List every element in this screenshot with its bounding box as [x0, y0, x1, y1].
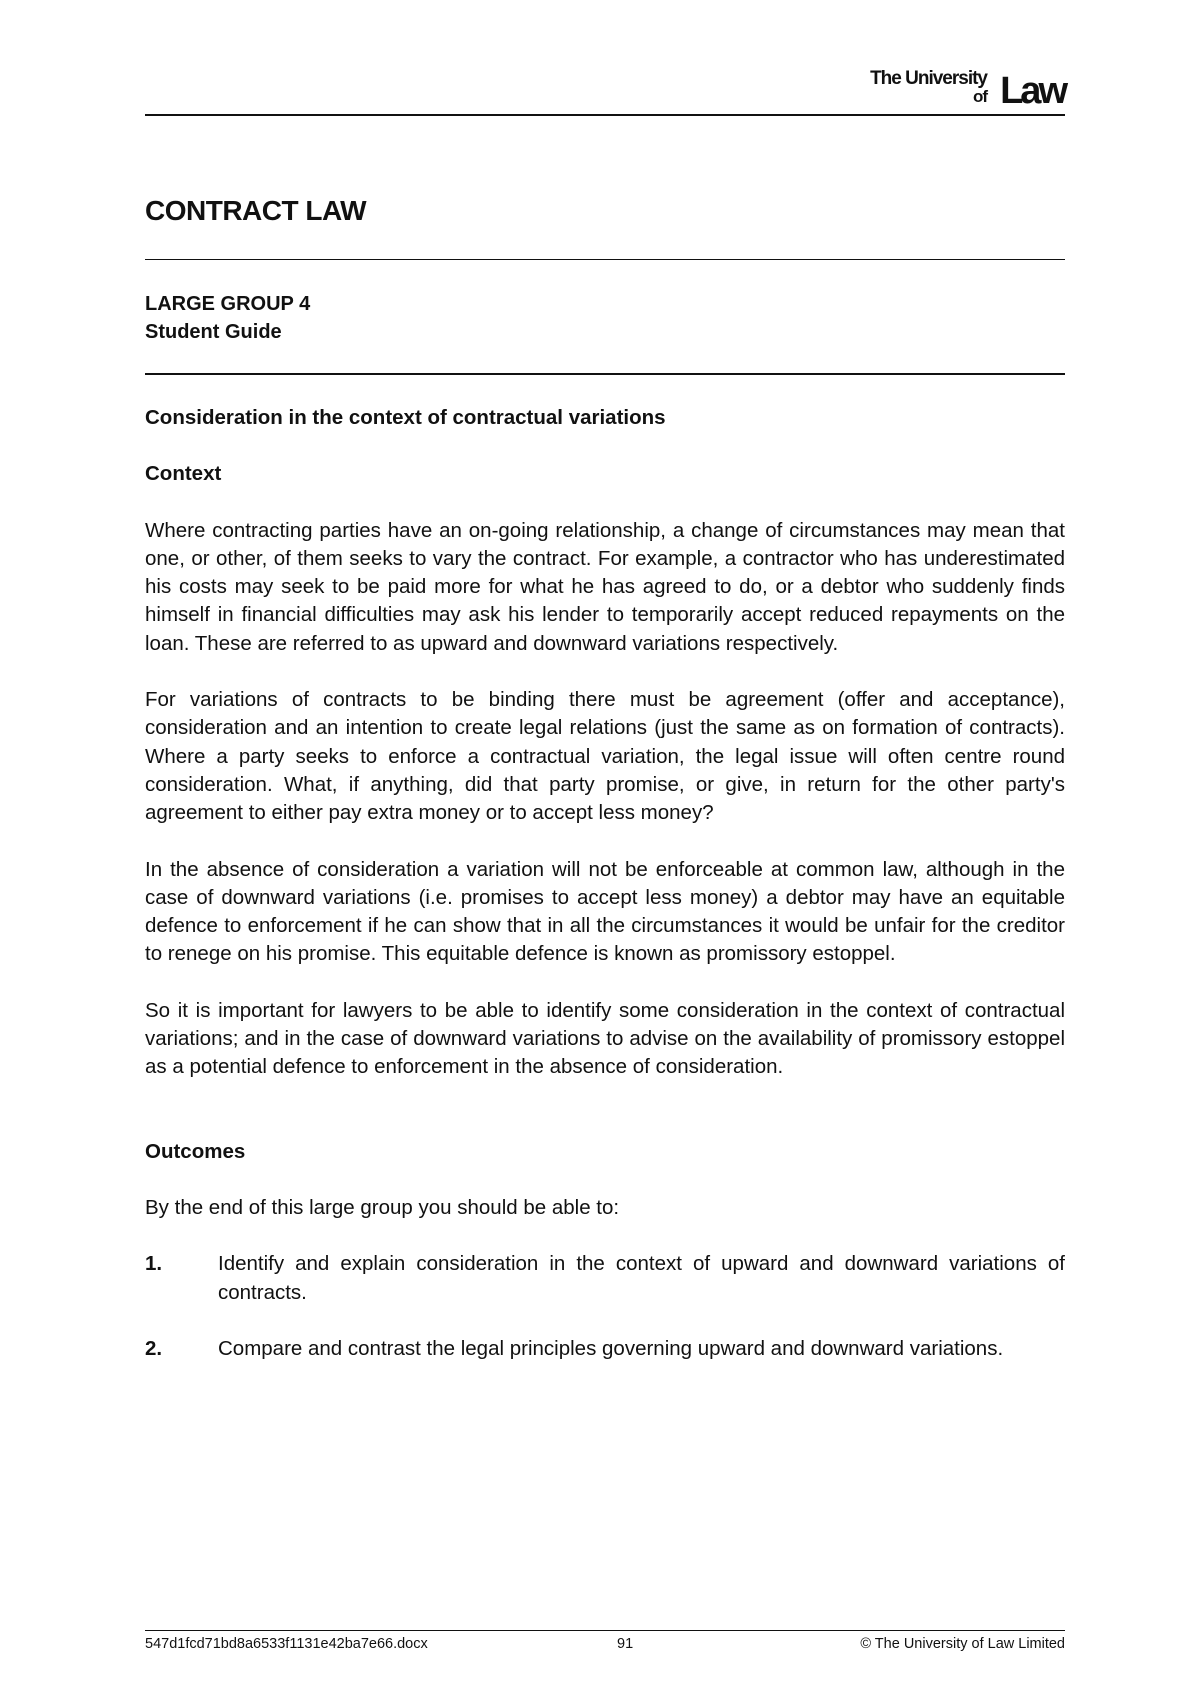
guide-label: Student Guide [145, 321, 282, 343]
context-paragraph-2: For variations of contracts to be binding there must be agreement (offer and acceptance), consideration and an intention to create legal relations (just the same as on formation of contracts). Where a party seeks to enforce a contractual variation, the legal issue will often centre round consideration. What, if anything, did that party promise, or give, in return for the other party's agreement to either pay extra money or to accept less money? [145, 688, 1065, 825]
outcome-text: Compare and contrast the legal principles governing upward and downward variations. [218, 1336, 1004, 1360]
logo-text-law: Law [1000, 70, 1065, 112]
outcomes-heading: Outcomes [145, 1139, 246, 1163]
outcome-item [145, 1335, 1065, 1363]
footer-copyright: © The University of Law Limited [860, 1636, 1065, 1652]
header-rule [145, 114, 1065, 116]
footer-filename: 547d1fcd71bd8a6533f1131e42ba7e66.docx [145, 1636, 428, 1652]
document-title: CONTRACT LAW [145, 195, 367, 226]
context-heading: Context [145, 462, 222, 486]
context-paragraph-3: In the absence of consideration a variation will not be enforceable at common law, although in the case of downward variations (i.e. promises to accept less money) a debtor may have an equitable defence to enforcement if he can show that in all the circumstances it would be unfair for the creditor to renege on his promise. This equitable defence is known as promissory estoppel. [145, 857, 1065, 966]
outcome-item [145, 1250, 1065, 1307]
footer-rule [145, 1630, 1065, 1631]
topic-heading: Consideration in the context of contractual variations [145, 406, 666, 429]
logo-text-of: of [972, 87, 987, 106]
outcome-text: Identify and explain consideration in the context of upward and downward variations of contracts. [218, 1252, 1065, 1304]
outcome-number: 2. [145, 1336, 163, 1360]
outcome-number: 1. [145, 1252, 163, 1276]
session-info [145, 290, 310, 346]
section-rule [145, 373, 1065, 375]
university-logo [845, 68, 1065, 110]
outcomes-intro: By the end of this large group you should be able to: [145, 1195, 620, 1219]
document-body [145, 404, 1065, 1391]
context-paragraph-4: So it is important for lawyers to be able to identify some consideration in the context of contractual variations; and in the case of downward variations to advise on the availability of promissory estoppel as a potential defence to enforcement in the absence of consideration. [145, 998, 1065, 1079]
logo-text-university: The University [870, 68, 987, 89]
context-paragraph-1: Where contracting parties have an on-going relationship, a change of circumstances may mean that one, or other, of them seeks to vary the contract. For example, a contractor who has underestimated his costs may seek to be paid more for what he has agreed to do, or a debtor who suddenly finds himself in financial difficulties may ask his lender to temporarily accept reduced repayments on the loan. These are referred to as upward and downward variations respectively. [145, 518, 1065, 655]
footer-page-number: 91 [617, 1636, 634, 1652]
group-label: LARGE GROUP 4 [145, 293, 311, 315]
title-rule [145, 259, 1065, 260]
